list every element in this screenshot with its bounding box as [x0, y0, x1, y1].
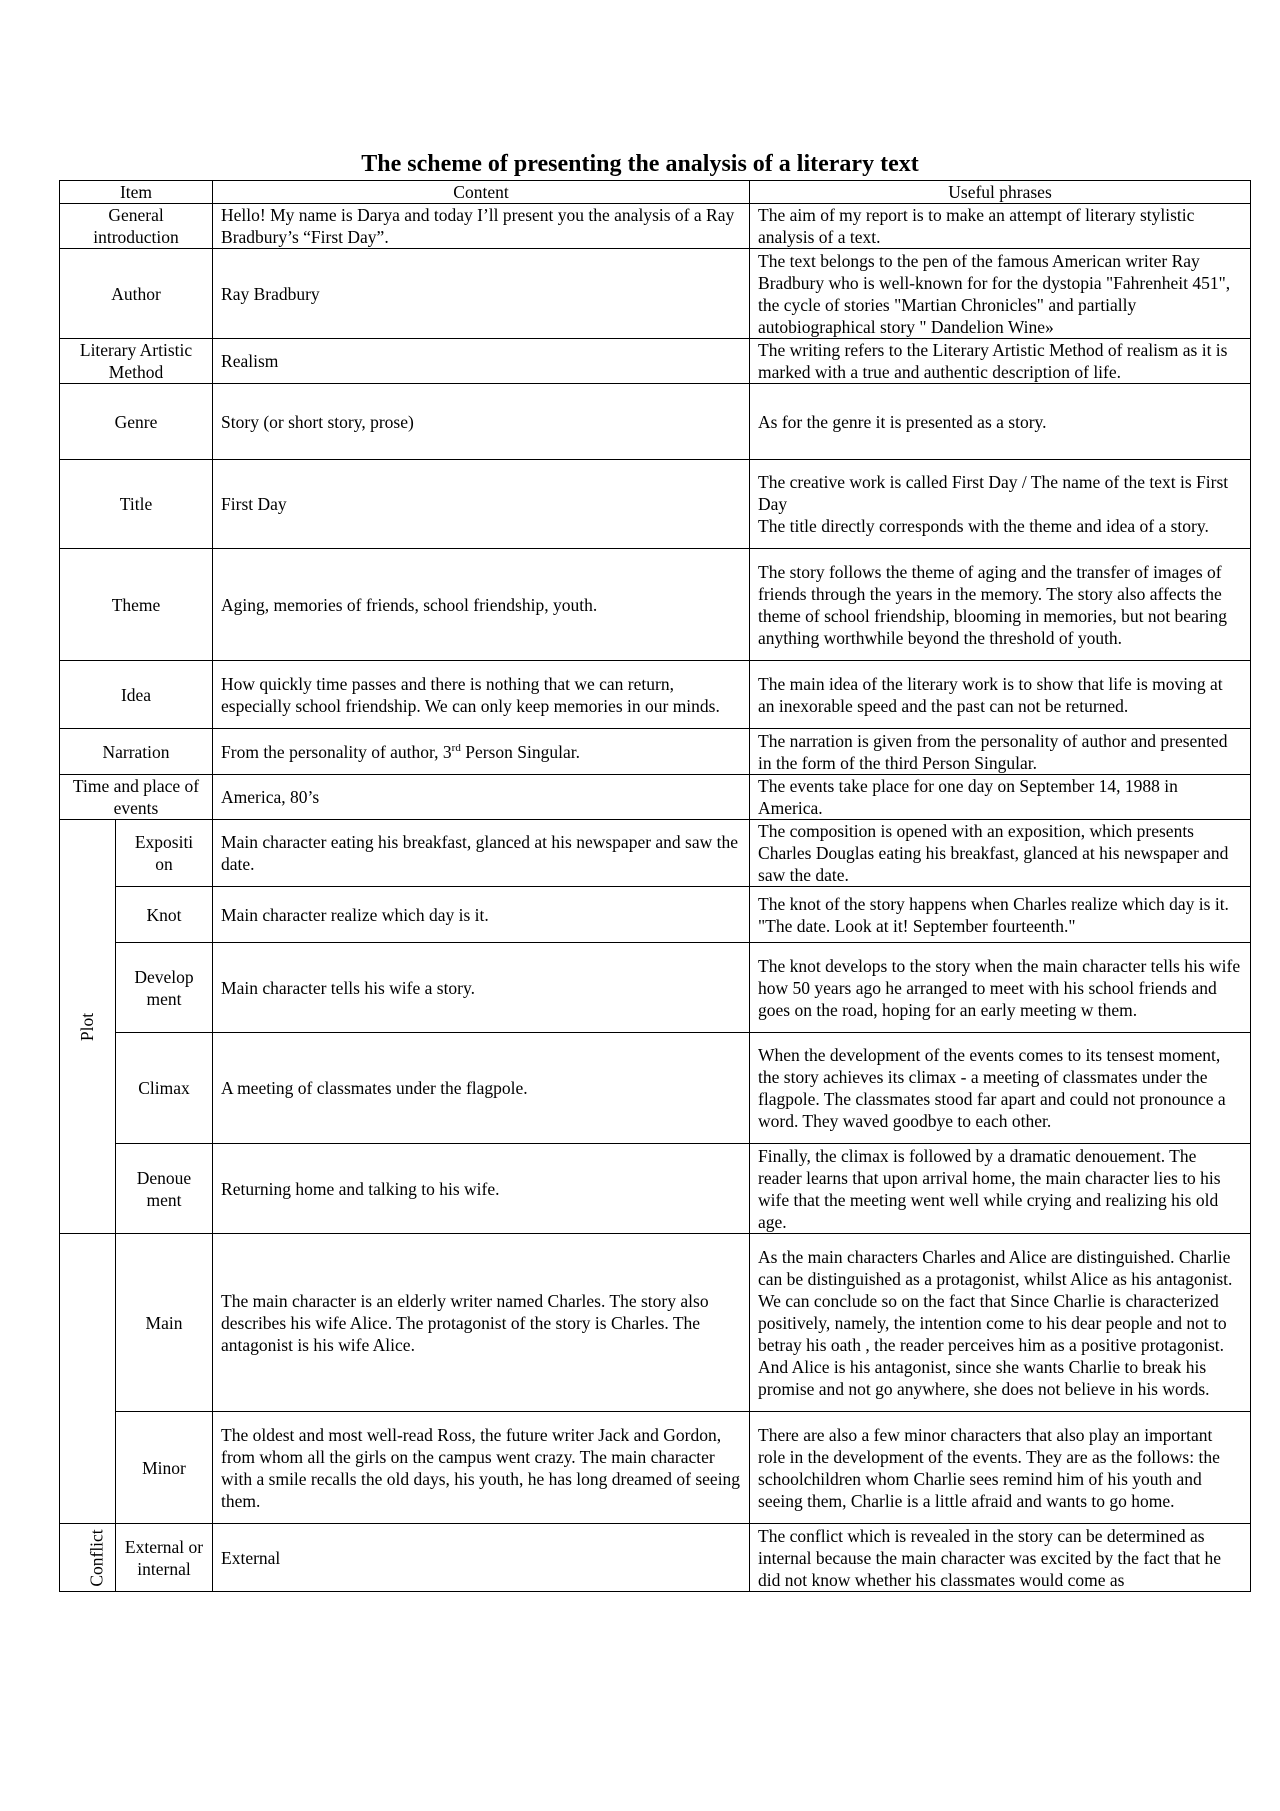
- row-plot-knot: [60, 887, 1251, 943]
- phrase-cell: The knot of the story happens when Charles realize which day is it. "The date. Look at it! September fourteenth.": [750, 887, 1251, 943]
- row-conflict: [60, 1524, 1251, 1592]
- row-literary-method: [60, 339, 1251, 384]
- phrase-cell: As the main characters Charles and Alice are distinguished. Charlie can be distinguished as a protagonist, whilst Alice as his antagonist. We can conclude so on the fact that Since Charlie is characterized positively, namely, the intention come to his dear people and not to betray his oath , the reader perceives him as a positive protagonist. And Alice is his antagonist, since she wants Charlie to break his promise and not go anywhere, she does not believe in his words.: [750, 1234, 1251, 1412]
- phrase-cell: The writing refers to the Literary Artistic Method of realism as it is marked with a true and authentic description of life.: [750, 339, 1251, 384]
- sub-item-cell: Denoue ment: [116, 1144, 213, 1234]
- content-cell: A meeting of classmates under the flagpole.: [213, 1033, 750, 1144]
- content-cell: Hello! My name is Darya and today I’ll present you the analysis of a Ray Bradbury’s “First Day”.: [213, 204, 750, 249]
- content-cell: Realism: [213, 339, 750, 384]
- page-title: The scheme of presenting the analysis of a literary text: [361, 151, 919, 177]
- phrase-cell: There are also a few minor characters that also play an important role in the development of the events. They are as the follows: the schoolchildren whom Charlie sees remind him of his youth and seeing them, Charlie is a little afraid and wants to go home.: [750, 1412, 1251, 1524]
- content-cell: Aging, memories of friends, school friendship, youth.: [213, 549, 750, 661]
- sub-item-cell: Expositi on: [116, 820, 213, 887]
- row-time-and-place: [60, 775, 1251, 820]
- content-cell: First Day: [213, 460, 750, 549]
- item-cell: Time and place of events: [60, 775, 213, 820]
- sub-item-cell: Develop ment: [116, 943, 213, 1033]
- sub-item-cell: Minor: [116, 1412, 213, 1524]
- phrase-cell: The creative work is called First Day / The name of the text is First Day The title directly corresponds with the theme and idea of a story.: [750, 460, 1251, 549]
- sub-item-cell: External or internal: [116, 1524, 213, 1592]
- row-general-introduction: [60, 204, 1251, 249]
- sub-item-cell: Knot: [116, 887, 213, 943]
- row-narration: [60, 729, 1251, 775]
- narration-text: From the personality of author, 3: [221, 741, 452, 762]
- sub-item-cell: Main: [116, 1234, 213, 1412]
- row-plot-exposition: [60, 820, 1251, 887]
- content-cell: America, 80’s: [213, 775, 750, 820]
- phrase-cell: The main idea of the literary work is to show that life is moving at an inexorable speed and the past can not be returned.: [750, 661, 1251, 729]
- content-cell: External: [213, 1524, 750, 1592]
- analysis-table: [59, 180, 1251, 1592]
- phrase-cell: The narration is given from the personality of author and presented in the form of the third Person Singular.: [750, 729, 1251, 775]
- row-title: [60, 460, 1251, 549]
- phrase-cell: When the development of the events comes to its tensest moment, the story achieves its climax - a meeting of classmates under the flagpole. The classmates stood far apart and could not pronounce a word. They waved goodbye to each other.: [750, 1033, 1251, 1144]
- item-cell: Narration: [60, 729, 213, 775]
- row-idea: [60, 661, 1251, 729]
- item-cell: Genre: [60, 384, 213, 460]
- content-cell: Ray Bradbury: [213, 249, 750, 339]
- row-plot-denouement: [60, 1144, 1251, 1234]
- content-cell: The main character is an elderly writer named Charles. The story also describes his wife Alice. The protagonist of the story is Charles. The antagonist is his wife Alice.: [213, 1234, 750, 1412]
- header-content: Content: [213, 181, 750, 204]
- row-theme: [60, 549, 1251, 661]
- sub-item-cell: Climax: [116, 1033, 213, 1144]
- row-characters-minor: [60, 1412, 1251, 1524]
- item-cell: Theme: [60, 549, 213, 661]
- content-cell: Returning home and talking to his wife.: [213, 1144, 750, 1234]
- content-cell: Main character realize which day is it.: [213, 887, 750, 943]
- narration-text-end: Person Singular.: [460, 741, 580, 762]
- phrase-cell: As for the genre it is presented as a story.: [750, 384, 1251, 460]
- row-author: [60, 249, 1251, 339]
- item-cell: Literary Artistic Method: [60, 339, 213, 384]
- phrase-cell: The knot develops to the story when the main character tells his wife how 50 years ago he arranged to meet with his school friends and goes on the road, hoping for an early meeting w them.: [750, 943, 1251, 1033]
- conflict-group-label: Conflict: [60, 1524, 116, 1592]
- content-cell: How quickly time passes and there is nothing that we can return, especially school friendship. We can only keep memories in our minds.: [213, 661, 750, 729]
- phrase-cell: The composition is opened with an exposition, which presents Charles Douglas eating his breakfast, glanced at his newspaper and saw the date.: [750, 820, 1251, 887]
- content-cell: Story (or short story, prose): [213, 384, 750, 460]
- item-cell: General introduction: [60, 204, 213, 249]
- phrase-cell: The text belongs to the pen of the famous American writer Ray Bradbury who is well-known for for the dystopia "Fahrenheit 451", the cycle of stories "Martian Chronicles" and partially autobiographical story " Dandelion Wine»: [750, 249, 1251, 339]
- content-cell: [213, 729, 750, 775]
- phrase-cell: Finally, the climax is followed by a dramatic denouement. The reader learns that upon arrival home, the main character lies to his wife that the meeting went well while crying and realizing his old age.: [750, 1144, 1251, 1234]
- characters-group-label: [60, 1234, 116, 1524]
- content-cell: The oldest and most well-read Ross, the future writer Jack and Gordon, from whom all the girls on the campus went crazy. The main character with a smile recalls the old days, his youth, he has long dreamed of seeing them.: [213, 1412, 750, 1524]
- row-genre: [60, 384, 1251, 460]
- content-cell: Main character eating his breakfast, glanced at his newspaper and saw the date.: [213, 820, 750, 887]
- row-characters-main: [60, 1234, 1251, 1412]
- row-plot-development: [60, 943, 1251, 1033]
- phrase-cell: The aim of my report is to make an attempt of literary stylistic analysis of a text.: [750, 204, 1251, 249]
- phrase-cell: The events take place for one day on September 14, 1988 in America.: [750, 775, 1251, 820]
- phrase-cell: The story follows the theme of aging and the transfer of images of friends through the years in the memory. The story also affects the theme of school friendship, blooming in memories, but not bearing anything worthwhile beyond the threshold of youth.: [750, 549, 1251, 661]
- plot-group-label: Plot: [60, 820, 116, 1234]
- row-plot-climax: [60, 1033, 1251, 1144]
- table-header-row: [60, 181, 1251, 204]
- item-cell: Title: [60, 460, 213, 549]
- header-item: Item: [60, 181, 213, 204]
- item-cell: Author: [60, 249, 213, 339]
- header-phrases: Useful phrases: [750, 181, 1251, 204]
- phrase-cell: The conflict which is revealed in the story can be determined as internal because the main character was excited by the fact that he did not know whether his classmates would come as: [750, 1524, 1251, 1592]
- content-cell: Main character tells his wife a story.: [213, 943, 750, 1033]
- ordinal-suffix: rd: [451, 741, 461, 754]
- item-cell: Idea: [60, 661, 213, 729]
